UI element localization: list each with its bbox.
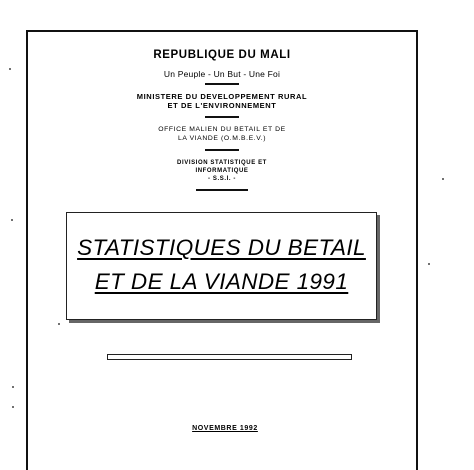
division-line-3: - S.S.I. - <box>207 176 236 182</box>
scan-speck <box>58 323 60 325</box>
division-line-1: DIVISION STATISTIQUE ET <box>177 160 267 166</box>
document-title-line-1: STATISTIQUES DU BETAIL <box>77 235 366 260</box>
office-line-1: OFFICE MALIEN DU BETAIL ET DE <box>158 126 286 133</box>
ministry-line-2: ET DE L'ENVIRONNEMENT <box>167 101 277 110</box>
ministry-line-1: MINISTERE DU DEVELOPPEMENT RURAL <box>136 92 308 101</box>
scan-speck <box>11 219 13 221</box>
ministry-divider <box>205 116 239 118</box>
scan-speck <box>442 178 444 180</box>
scan-speck <box>428 263 430 265</box>
office-divider <box>205 149 239 151</box>
motto-divider <box>205 83 239 85</box>
title-frame <box>66 212 377 320</box>
republic-heading: REPUBLIQUE DU MALI <box>153 49 291 61</box>
division-divider <box>196 189 248 191</box>
scan-speck <box>12 386 14 388</box>
national-motto: Un Peuple - Un But - Une Foi <box>163 69 281 79</box>
document-title-line-2: ET DE LA VIANDE 1991 <box>94 269 349 294</box>
division-line-2: INFORMATIQUE <box>195 168 249 174</box>
scan-speck <box>12 406 14 408</box>
office-line-2: LA VIANDE (O.M.B.E.V.) <box>177 135 267 142</box>
scan-speck <box>9 68 11 70</box>
publication-date: NOVEMBRE 1992 <box>192 425 258 432</box>
decorative-double-rule <box>107 354 352 360</box>
